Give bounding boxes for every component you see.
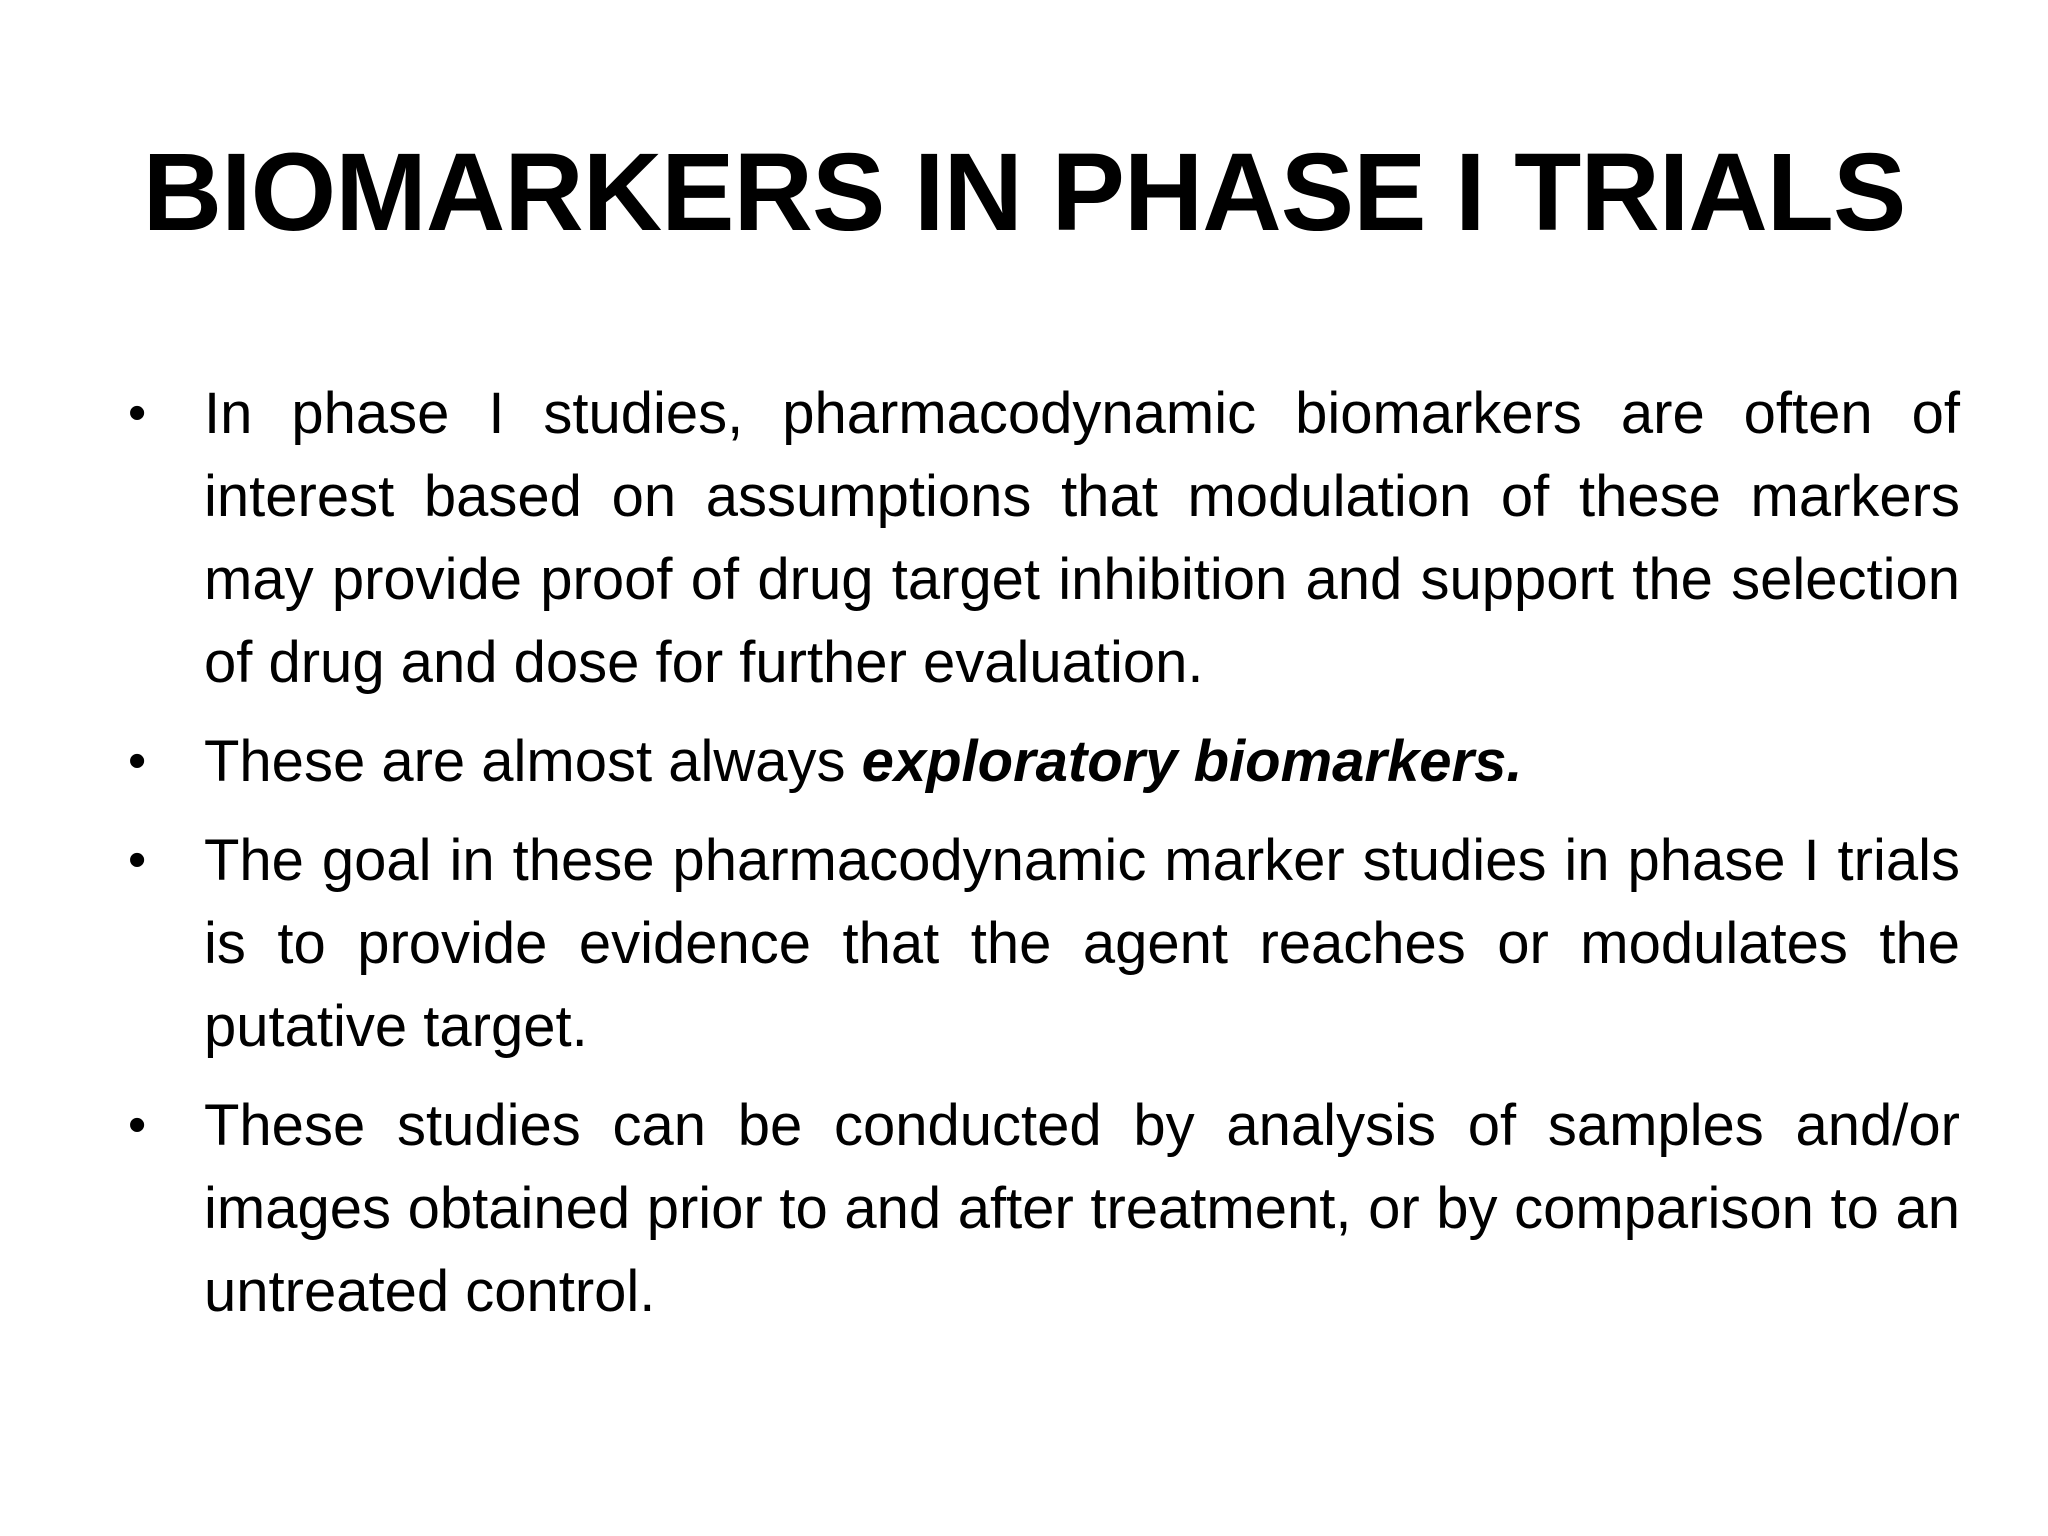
bullet-item-1 [120,372,1960,704]
bullet-dot-icon: • [128,384,147,442]
bullet-dot-icon: • [128,1096,147,1154]
slide-title: BIOMARKERS IN PHASE I TRIALS [142,131,1906,254]
bullet-item-3 [120,819,1960,1068]
bullet-text: These studies can be conducted by analysis of samples and/or images obtained prior to and after treatment, or by comparison to an untreated control. [204,1093,1960,1324]
bullet-item-2 [120,720,1960,803]
bullet-list [120,372,1960,1349]
bullet-item-4 [120,1084,1960,1333]
bullet-text: In phase I studies, pharmacodynamic biomarkers are often of interest based on assumptions that modulation of these markers may provide proof of drug target inhibition and support the selection of drug and dose for further evaluation. [204,381,1960,695]
bullet-dot-icon: • [128,732,147,790]
bullet-text: These are almost always [204,729,862,794]
bullet-dot-icon: • [128,831,147,889]
bullet-text: The goal in these pharmacodynamic marker studies in phase I trials is to provide evidence that the agent reaches or modulates the putative target. [204,828,1960,1059]
bullet-emphasis: exploratory biomarkers. [861,729,1523,794]
